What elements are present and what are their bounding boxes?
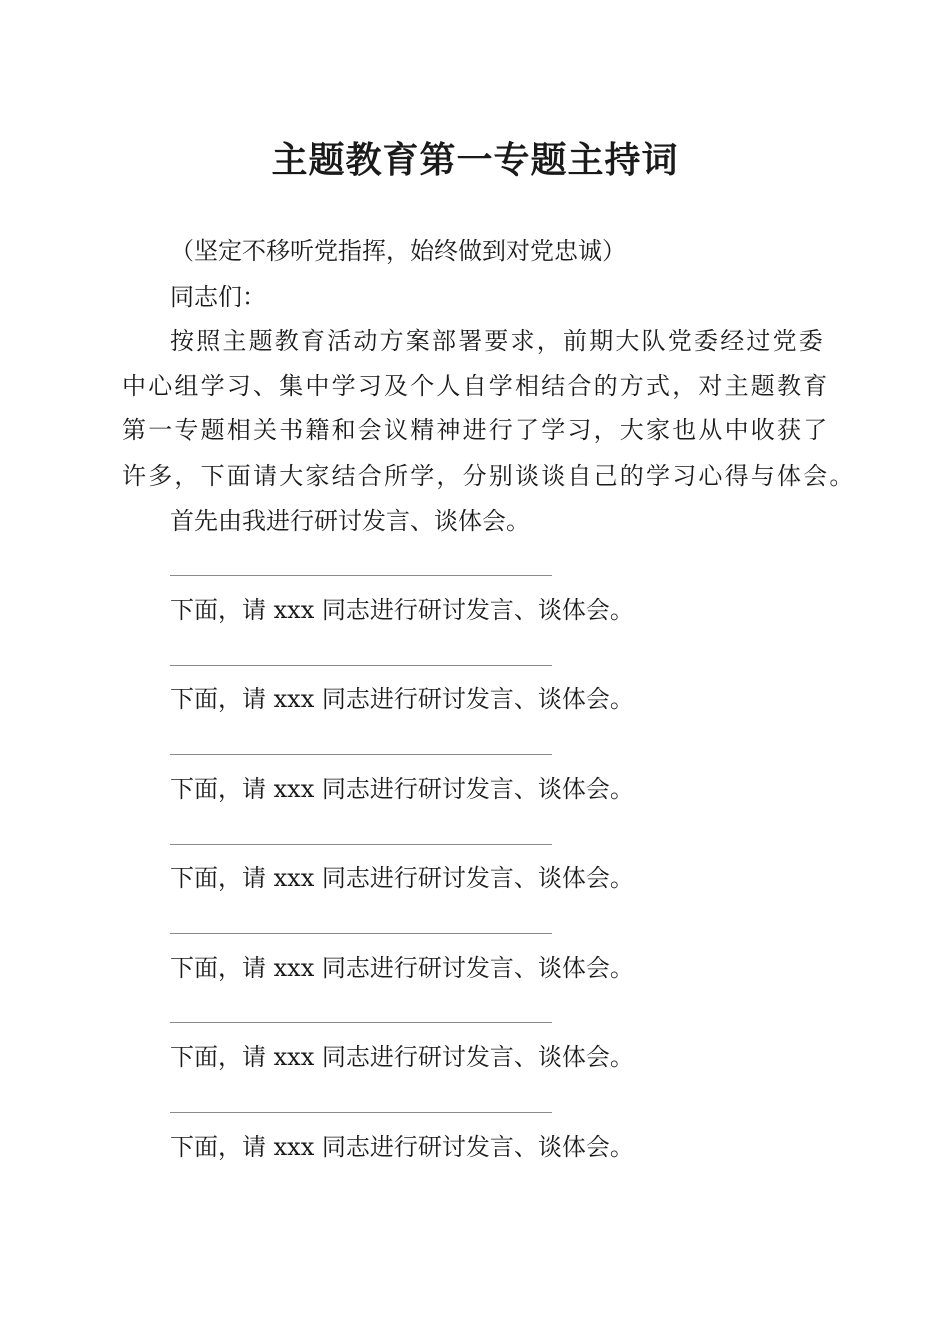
subtitle: （坚定不移听党指挥，始终做到对党忠诚）	[170, 237, 626, 265]
signature-underline	[170, 933, 552, 934]
paragraph-line: 中心组学习、集中学习及个人自学相结合的方式，对主题教育	[122, 372, 830, 400]
speaker-line: 下面，请 xxx 同志进行研讨发言、谈体会。	[170, 775, 634, 803]
signature-underline	[170, 754, 552, 755]
signature-underline	[170, 665, 552, 666]
signature-underline	[170, 1112, 552, 1113]
opening-line: 首先由我进行研讨发言、谈体会。	[170, 507, 530, 535]
signature-underline	[170, 575, 552, 576]
speaker-line: 下面，请 xxx 同志进行研讨发言、谈体会。	[170, 596, 634, 624]
signature-underline	[170, 1022, 552, 1023]
speaker-line: 下面，请 xxx 同志进行研讨发言、谈体会。	[170, 864, 634, 892]
signature-underline	[170, 844, 552, 845]
paragraph-line: 许多，下面请大家结合所学，分别谈谈自己的学习心得与体会。	[122, 462, 856, 490]
speaker-line: 下面，请 xxx 同志进行研讨发言、谈体会。	[170, 1043, 634, 1071]
document-title: 主题教育第一专题主持词	[271, 139, 679, 181]
speaker-line: 下面，请 xxx 同志进行研讨发言、谈体会。	[170, 954, 634, 982]
greeting: 同志们：	[170, 283, 266, 311]
speaker-line: 下面，请 xxx 同志进行研讨发言、谈体会。	[170, 685, 634, 713]
speaker-line: 下面，请 xxx 同志进行研讨发言、谈体会。	[170, 1133, 634, 1161]
paragraph-line: 按照主题教育活动方案部署要求，前期大队党委经过党委	[170, 327, 825, 355]
paragraph-line: 第一专题相关书籍和会议精神进行了学习，大家也从中收获了	[122, 416, 830, 444]
